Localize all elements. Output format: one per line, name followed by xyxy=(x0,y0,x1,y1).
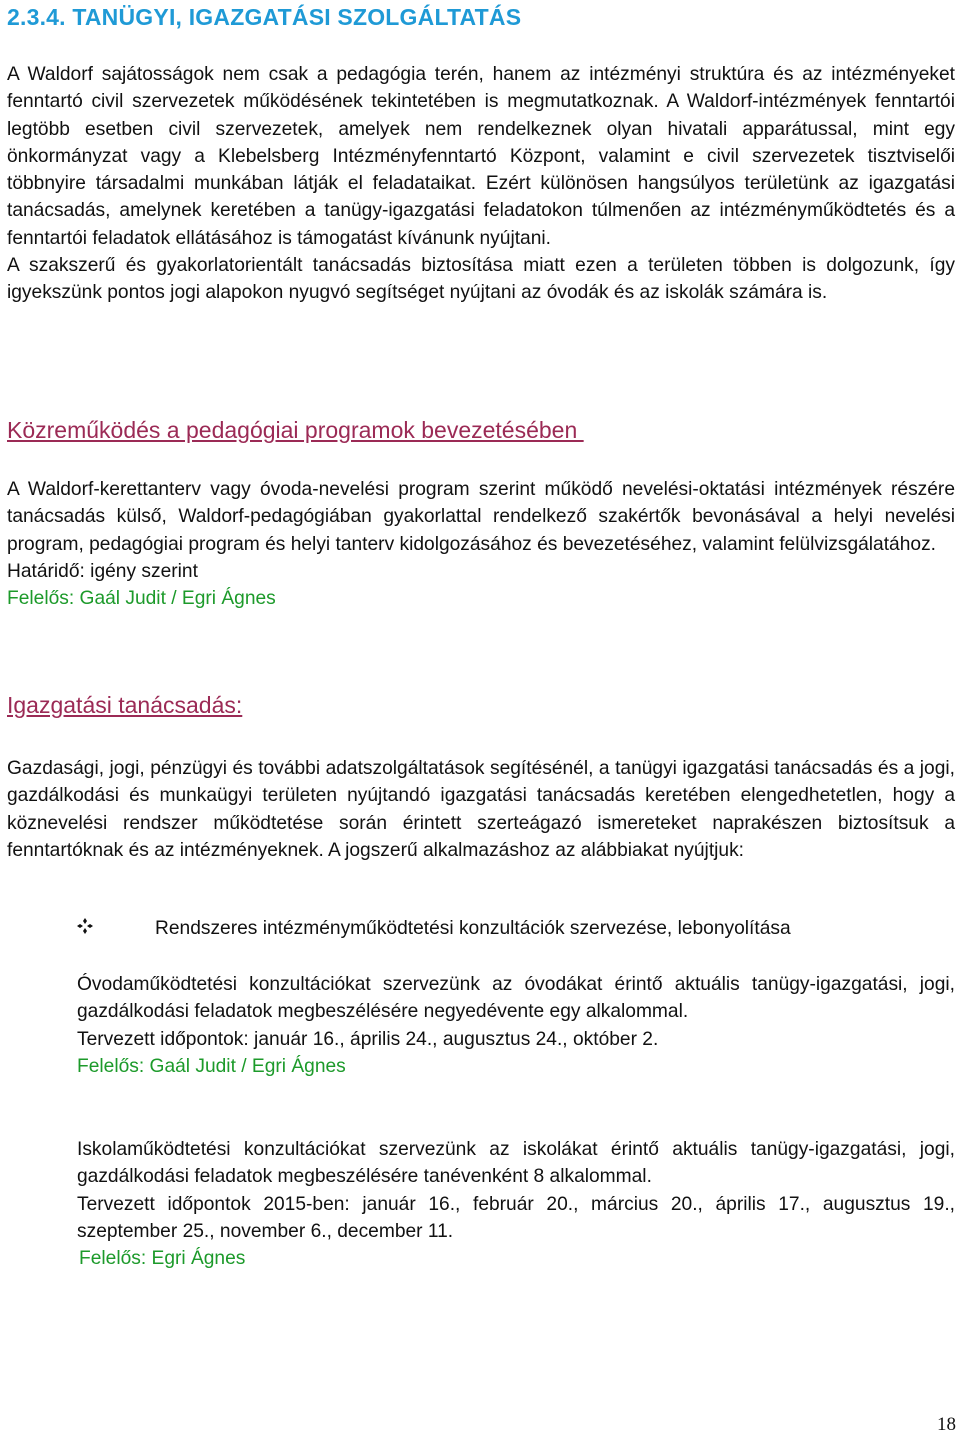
school-text: Iskolaműködtetési konzultációkat szervezünk az iskolákat érintő aktuális tanügy-igazgatási, jogi, gazdálkodási feladatok megbeszélésére tanévenként 8 alkalommal. xyxy=(77,1139,955,1188)
page-number: 18 xyxy=(937,1414,956,1435)
bullet-text: Rendszeres intézményműködtetési konzultációk szervezése, lebonyolítása xyxy=(155,918,791,939)
kindergarten-text: Óvodaműködtetési konzultációkat szervezünk az óvodákat érintő aktuális tanügy-igazgatási, jogi, gazdálkodási feladatok megbeszélésére negyedévente egy alkalommal. xyxy=(77,974,955,1023)
section-title-admin: Igazgatási tanácsadás: xyxy=(7,692,243,718)
kindergarten-dates: Tervezett időpontok: január 16., április 24., augusztus 24., október 2. xyxy=(77,1028,659,1050)
intro-paragraph-2: A szakszerű és gyakorlatorientált tanácsadás biztosítása miatt ezen a területen többen is dolgozunk, így igyekszünk pontos jogi alapokon nyugvó segítséget nyújtani az óvodák és az iskolák számára is. xyxy=(7,255,955,304)
school-block xyxy=(77,1136,955,1272)
kindergarten-responsible: Felelős: Gaál Judit / Egri Ágnes xyxy=(77,1055,346,1077)
section-admin-body xyxy=(7,755,955,864)
bullet-item xyxy=(77,918,791,940)
section-title-program: Közreműködés a pedagógiai programok bevezetésében xyxy=(7,417,584,443)
admin-paragraph: Gazdasági, jogi, pénzügyi és további adatszolgáltatások segítésénél, a tanügyi igazgatási tanácsadás és a jogi, gazdálkodási és munkaügyi területen nyújtandó igazgatási tanácsadás keretében elengedhetetlen, hogy a köznevelési rendszer működtetése során érintett szerteágazó ismereteket naprakészen biztosítsuk a fenntartóknak és az intézményeknek. A jogszerű alkalmazáshoz az alábbiakat nyújtjuk: xyxy=(7,758,955,861)
chapter-heading: 2.3.4. TANÜGYI, IGAZGATÁSI SZOLGÁLTATÁS xyxy=(7,4,522,30)
intro-block xyxy=(7,61,955,307)
kindergarten-block xyxy=(77,971,955,1080)
program-paragraph: A Waldorf-kerettanterv vagy óvoda-nevelési program szerint működő nevelési-oktatási intézmények részére tanácsadás külső, Waldorf-pedagógiában gyakorlattal rendelkező szakértők bevonásával a helyi nevelési program, pedagógiai program és helyi tanterv kidolgozásához és bevezetéséhez, valamint felülvizsgálatához. xyxy=(7,479,955,555)
program-deadline: Határidő: igény szerint xyxy=(7,560,198,582)
program-responsible: Felelős: Gaál Judit / Egri Ágnes xyxy=(7,588,276,610)
section-program-body xyxy=(7,476,955,612)
intro-paragraph-1: A Waldorf sajátosságok nem csak a pedagógia terén, hanem az intézményi struktúra és az intézményeket fenntartó civil szervezetek működésének tekintetében is megmutatkoznak. A Waldorf-intézmények fenntartói legtöbb esetben civil szervezetek, amelyek nem rendelkeznek olyan hivatali apparátussal, mint egy önkormányzat vagy a Klebelsberg Intézményfenntartó Központ, valamint e civil szervezetek tisztviselői többnyire társadalmi munkában látják el feladataikat. Ezért különösen hangsúlyos területünk az igazgatási tanácsadás, amelynek keretében a tanügy-igazgatási feladatokon túlmenően az intézményműködtetés és a fenntartói feladatok ellátásához is támogatást kívánunk nyújtani. xyxy=(7,64,955,249)
diamond-bullet-icon xyxy=(77,918,155,940)
school-dates: Tervezett időpontok 2015-ben: január 16., február 20., március 20., április 17., augusztus 19., szeptember 25., november 6., december 11. xyxy=(77,1193,955,1242)
school-responsible: Felelős: Egri Ágnes xyxy=(79,1248,246,1270)
